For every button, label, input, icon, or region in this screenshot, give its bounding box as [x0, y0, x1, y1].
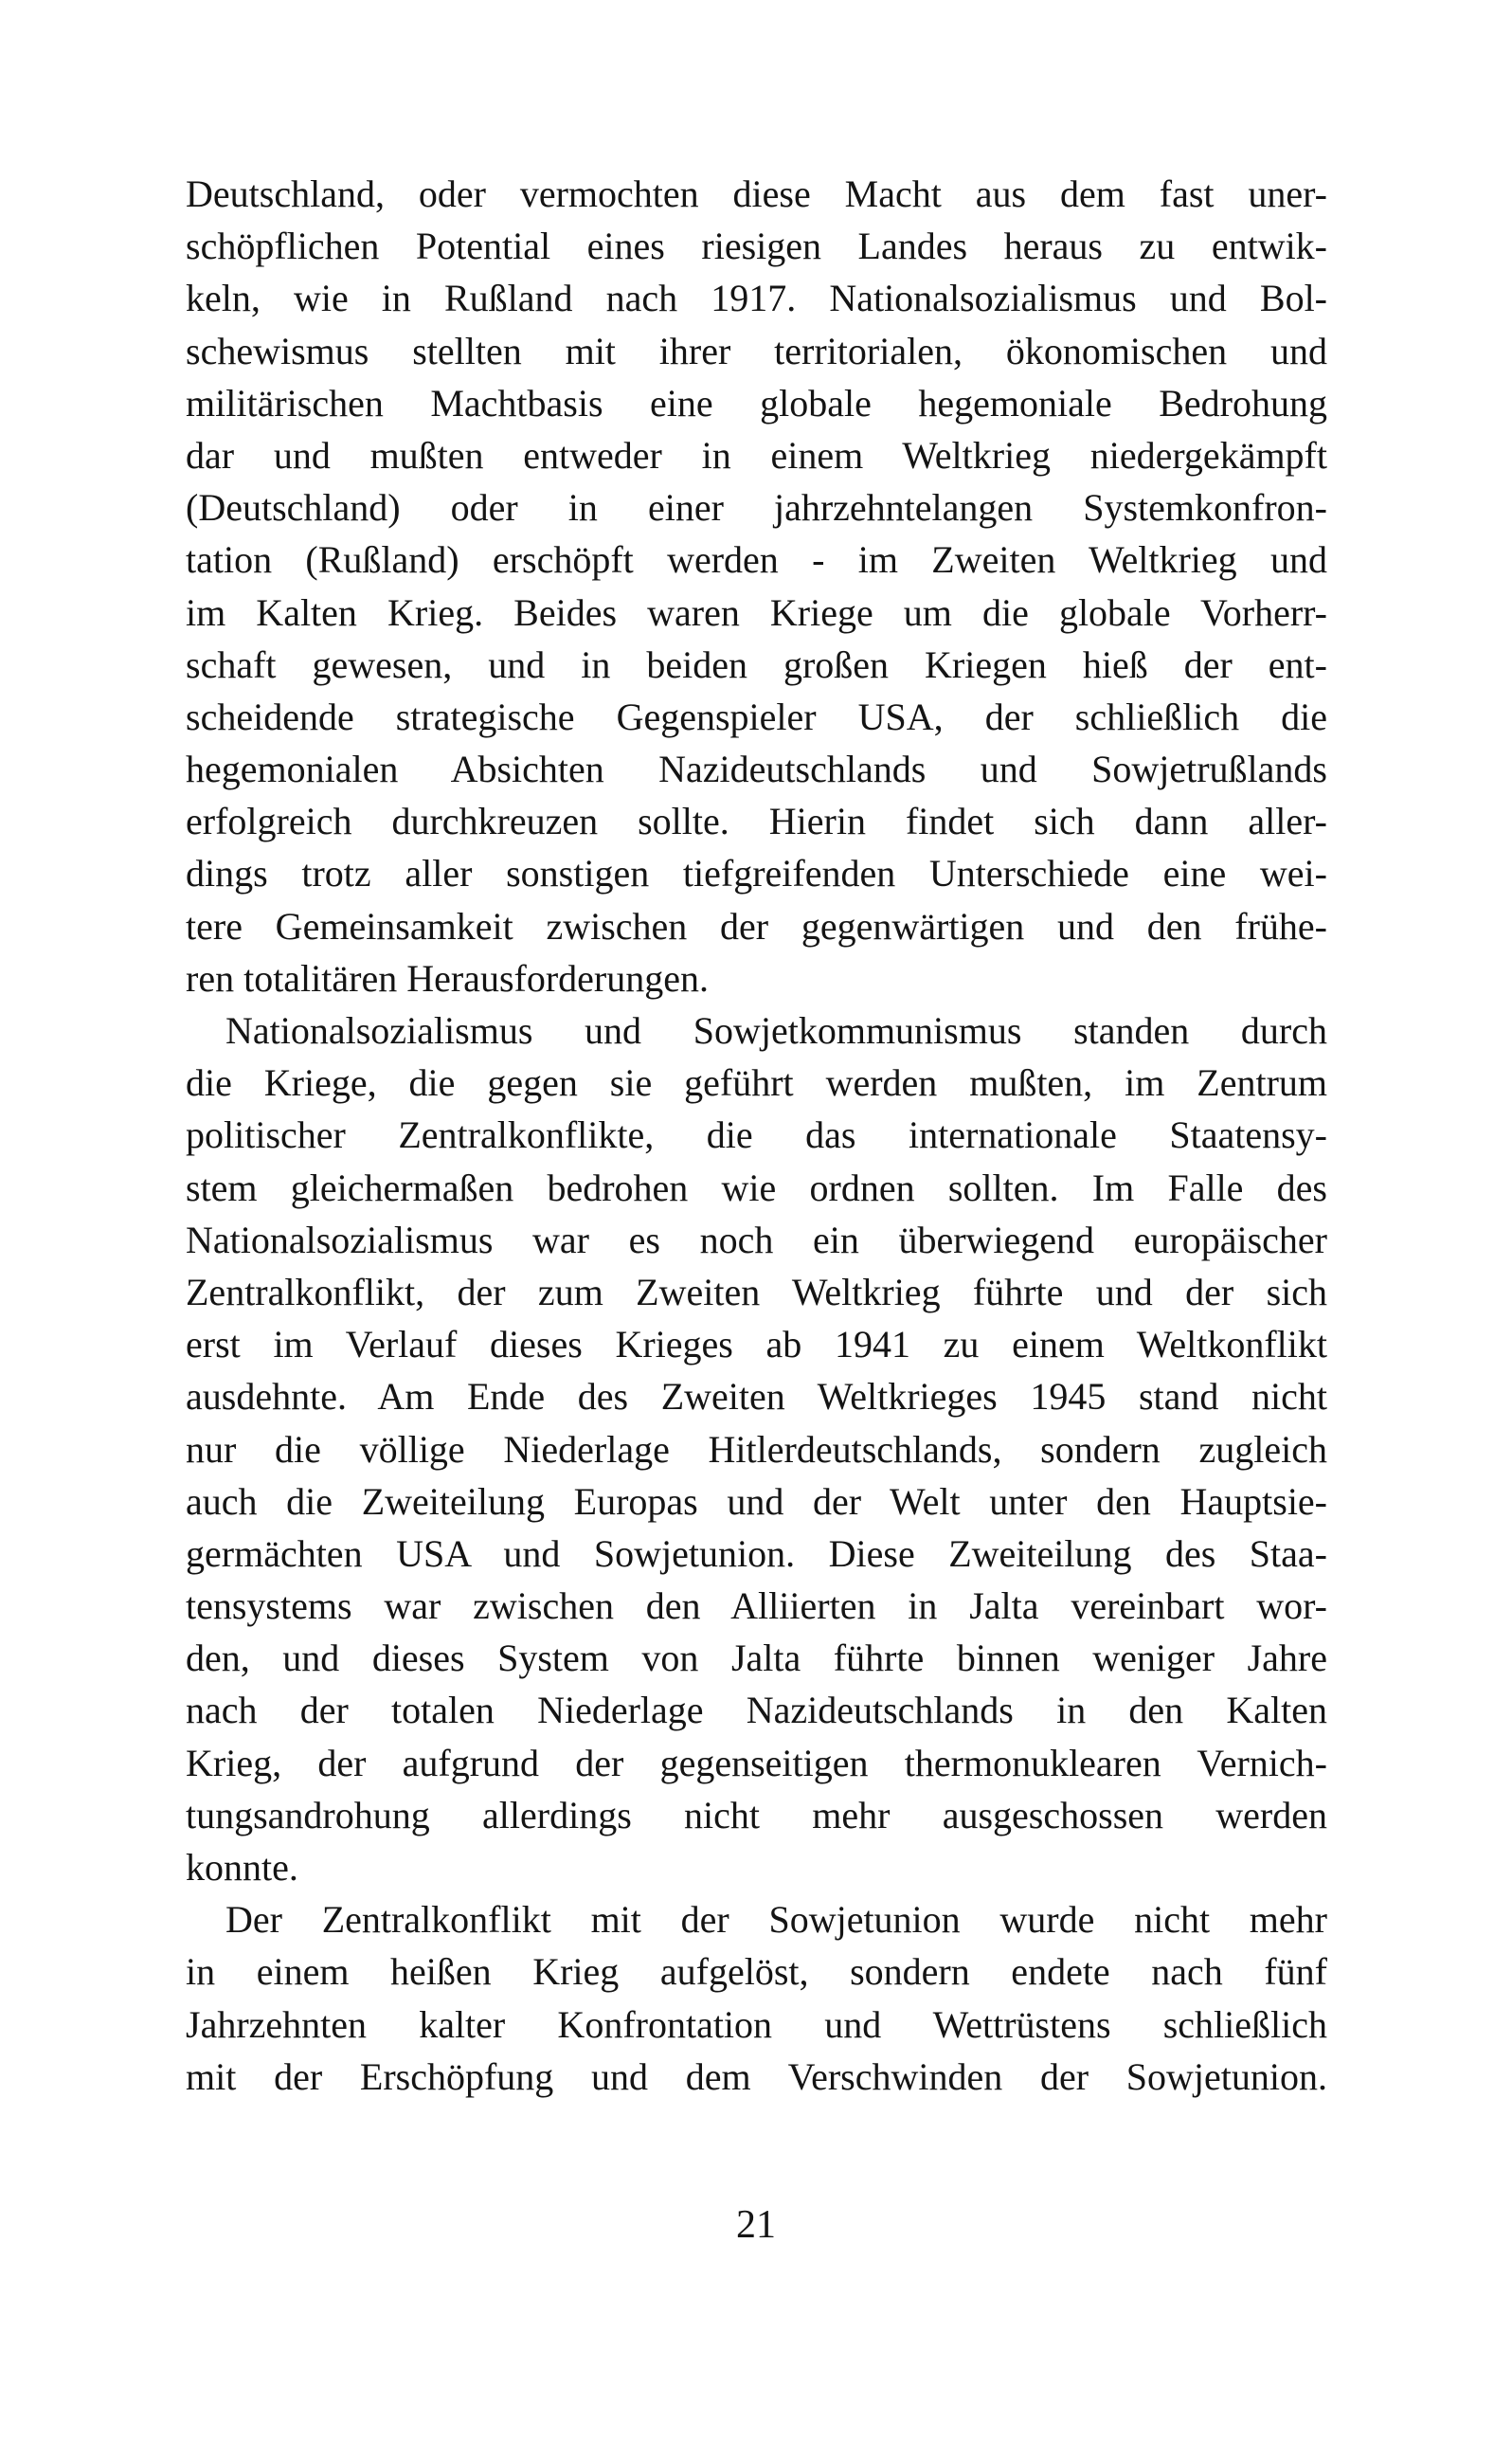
text-line: germächten USA und Sowjetunion. Diese Zweiteilung des Staa-: [186, 1531, 1327, 1575]
text-line: ren totalitären Herausforderungen.: [186, 956, 709, 1000]
text-line: hegemonialen Absichten Nazideutschlands und Sowjetrußlands: [186, 748, 1327, 791]
text-line: den, und dieses System von Jalta führte binnen weniger Jahre: [186, 1637, 1327, 1680]
text-line: schöpflichen Potential eines riesigen Landes heraus zu entwik-: [186, 225, 1327, 268]
paragraph-3: [186, 1893, 1327, 2103]
text-line: Der Zentralkonflikt mit der Sowjetunion wurde nicht mehr: [225, 1898, 1327, 1942]
text-line: nach der totalen Niederlage Nazideutschlands in den Kalten: [186, 1689, 1327, 1732]
text-line: nur die völlige Niederlage Hitlerdeutschlands, sondern zugleich: [186, 1427, 1327, 1471]
text-line: Krieg, der aufgrund der gegenseitigen thermonuklearen Vernich-: [186, 1741, 1327, 1784]
text-line: dings trotz aller sonstigen tiefgreifenden Unterschiede eine wei-: [186, 852, 1327, 895]
text-line: Nationalsozialismus war es noch ein überwiegend europäischer: [186, 1218, 1327, 1261]
text-line: tation (Rußland) erschöpft werden - im Zweiten Weltkrieg und: [186, 538, 1327, 582]
text-line: tungsandrohung allerdings nicht mehr ausgeschossen werden: [186, 1793, 1327, 1836]
text-line: Jahrzehnten kalter Konfrontation und Wettrüstens schließlich: [186, 2002, 1327, 2046]
text-line: Deutschland, oder vermochten diese Macht aus dem fast uner-: [186, 172, 1327, 215]
text-line: tere Gemeinsamkeit zwischen der gegenwärtigen und den frühe-: [186, 904, 1327, 948]
text-line: konnte.: [186, 1846, 298, 1889]
text-line: im Kalten Krieg. Beides waren Kriege um die globale Vorherr-: [186, 590, 1327, 634]
text-line: erfolgreich durchkreuzen sollte. Hierin findet sich dann aller-: [186, 800, 1327, 843]
text-line: schewismus stellten mit ihrer territorialen, ökonomischen und: [186, 329, 1327, 372]
text-line: tensystems war zwischen den Alliierten in Jalta vereinbart wor-: [186, 1584, 1327, 1628]
text-line: keln, wie in Rußland nach 1917. Nationalsozialismus und Bol-: [186, 277, 1327, 320]
text-line: stem gleichermaßen bedrohen wie ordnen sollten. Im Falle des: [186, 1166, 1327, 1209]
paragraph-1: [186, 168, 1327, 1004]
text-line: militärischen Machtbasis eine globale hegemoniale Bedrohung: [186, 381, 1327, 425]
text-line: Nationalsozialismus und Sowjetkommunismus standen durch: [225, 1009, 1327, 1052]
text-line: erst im Verlauf dieses Krieges ab 1941 zu einem Weltkonflikt: [186, 1323, 1327, 1366]
page-number: 21: [736, 2203, 776, 2247]
text-line: die Kriege, die gegen sie geführt werden mußten, im Zentrum: [186, 1061, 1327, 1105]
text-line: schaft gewesen, und in beiden großen Kriegen hieß der ent-: [186, 642, 1327, 686]
text-line: politischer Zentralkonflikte, die das internationale Staatensy-: [186, 1113, 1327, 1157]
text-line: mit der Erschöpfung und dem Verschwinden der Sowjetunion.: [186, 2054, 1327, 2098]
body-text: [186, 168, 1327, 2103]
text-line: in einem heißen Krieg aufgelöst, sondern endete nach fünf: [186, 1950, 1327, 1994]
text-line: auch die Zweiteilung Europas und der Welt unter den Hauptsie-: [186, 1479, 1327, 1523]
text-line: Zentralkonflikt, der zum Zweiten Weltkrieg führte und der sich: [186, 1270, 1327, 1313]
paragraph-2: [186, 1004, 1327, 1893]
text-line: (Deutschland) oder in einer jahrzehntelangen Systemkonfron-: [186, 486, 1327, 530]
text-line: scheidende strategische Gegenspieler USA, der schließlich die: [186, 695, 1327, 738]
text-line: ausdehnte. Am Ende des Zweiten Weltkrieges 1945 stand nicht: [186, 1375, 1327, 1419]
text-line: dar und mußten entweder in einem Weltkrieg niedergekämpft: [186, 433, 1327, 477]
